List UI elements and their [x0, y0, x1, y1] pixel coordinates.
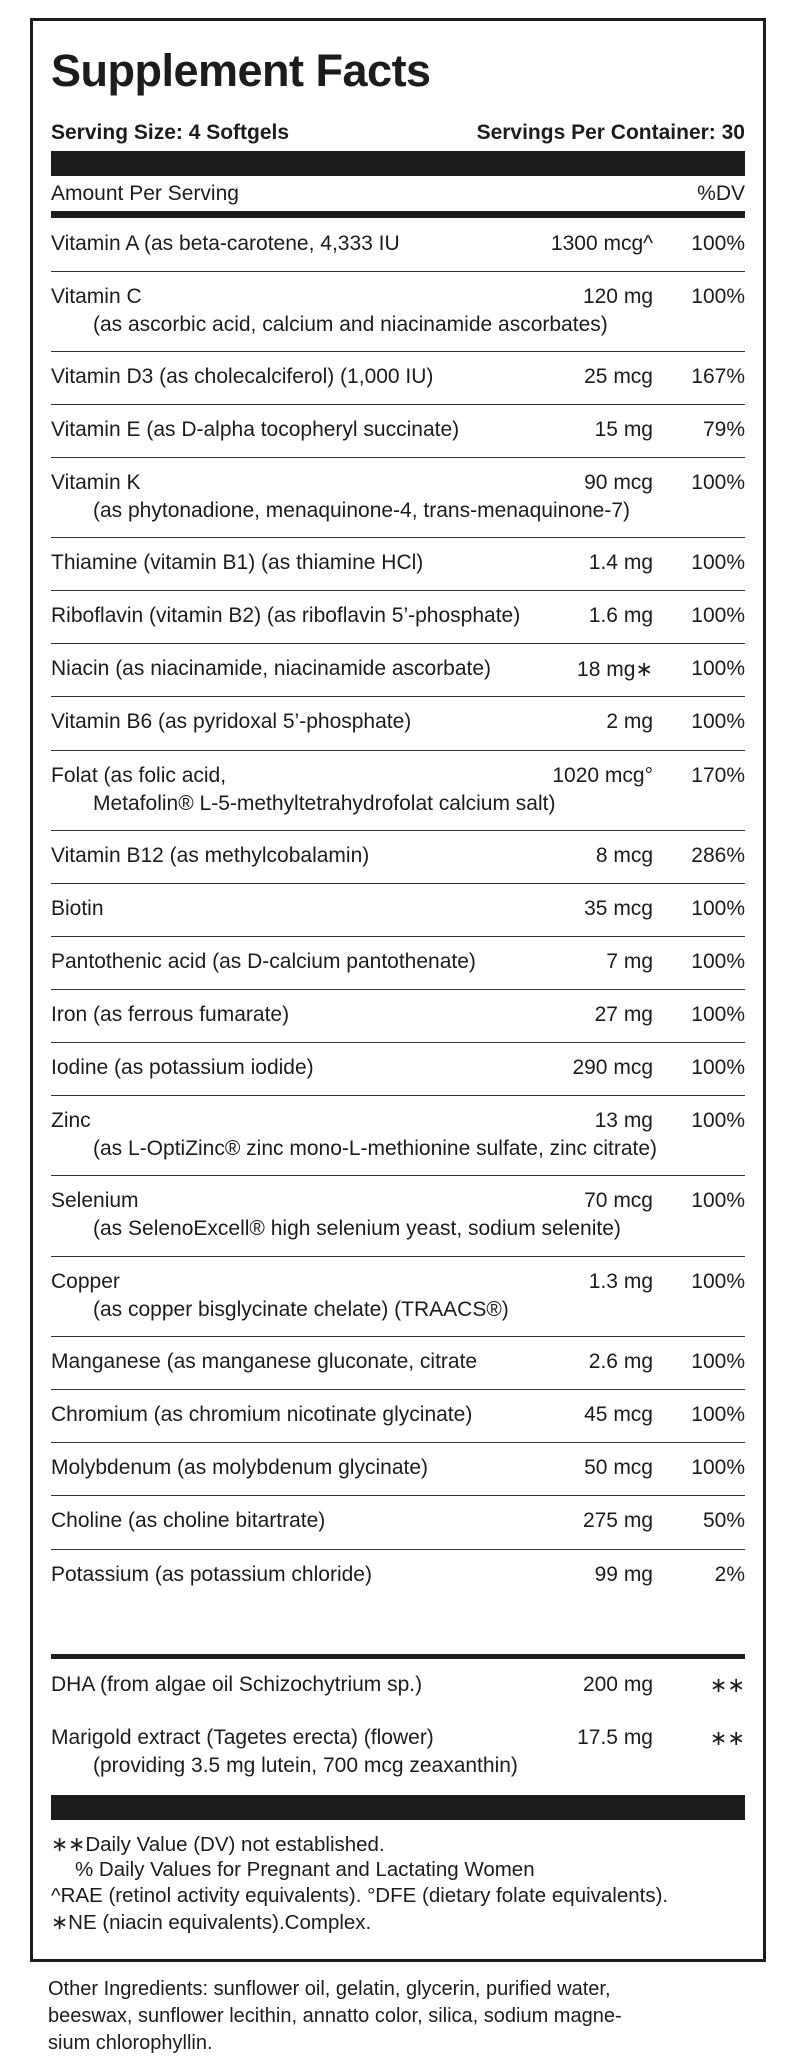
- nutrient-name: Selenium: [51, 1189, 139, 1212]
- nutrient-dv: 100%: [691, 1056, 745, 1079]
- nutrient-row: [51, 883, 745, 937]
- nutrient-row: [51, 1442, 745, 1496]
- nutrient-amount: 25 mcg: [584, 365, 653, 388]
- nutrient-amount: 275 mg: [582, 1509, 653, 1532]
- nutrient-amount: 1.3 mg: [588, 1270, 653, 1293]
- nutrient-name: Vitamin C: [51, 285, 142, 308]
- nutrient-dv: 79%: [702, 418, 745, 441]
- nutrient-amount: 120 mg: [582, 285, 653, 308]
- nutrient-dv: 100%: [691, 1109, 745, 1132]
- other-nutrient-name: Marigold extract (Tagetes erecta) (flower): [51, 1726, 434, 1749]
- nutrient-amount: 45 mcg: [584, 1403, 653, 1426]
- nutrient-row: [51, 1389, 745, 1443]
- nutrient-dv: 100%: [691, 604, 745, 627]
- nutrient-name: Chromium (as chromium nicotinate glycinate): [51, 1403, 473, 1426]
- nutrient-amount: 70 mcg: [584, 1189, 653, 1212]
- footnote-rae-dfe: ^RAE (retinol activity equivalents). °DFE (dietary folate equivalents).: [51, 1884, 669, 1907]
- other-ingredients-line-2: beeswax, sunflower lecithin, annatto color, silica, sodium magne-: [48, 2005, 622, 2027]
- other-nutrient-name: DHA (from algae oil Schizochytrium sp.): [51, 1673, 423, 1696]
- nutrient-dv: 100%: [691, 710, 745, 733]
- nutrient-name: Vitamin E (as D-alpha tocopheryl succinate): [51, 418, 460, 441]
- nutrient-name: Potassium (as potassium chloride): [51, 1563, 372, 1586]
- nutrient-row: [51, 1095, 745, 1176]
- nutrient-source: (as ascorbic acid, calcium and niacinamide ascorbates): [93, 313, 608, 336]
- nutrient-amount: 1.6 mg: [588, 604, 653, 627]
- nutrient-source: (as copper bisglycinate chelate) (TRAACS®): [93, 1298, 509, 1321]
- nutrient-name: Vitamin B12 (as methylcobalamin): [51, 844, 370, 867]
- amount-per-serving-label: Amount Per Serving: [51, 182, 239, 205]
- nutrient-amount: 2 mg: [606, 710, 653, 733]
- nutrient-row: [51, 1336, 745, 1390]
- other-nutrient-amount: 200 mg: [582, 1673, 653, 1696]
- nutrient-name: Choline (as choline bitartrate): [51, 1509, 326, 1532]
- nutrient-amount: 50 mcg: [584, 1456, 653, 1479]
- other-ingredients-line-1: Other Ingredients: sunflower oil, gelatin, glycerin, purified water,: [48, 1978, 611, 2000]
- nutrient-dv: 100%: [691, 1189, 745, 1212]
- other-nutrient-row: [51, 1712, 745, 1792]
- nutrient-amount: 15 mg: [594, 418, 653, 441]
- nutrient-amount: 1300 mcg^: [550, 232, 653, 255]
- other-ingredients-line-3: sium chlorophyllin.: [48, 2032, 213, 2054]
- supplement-facts-panel: [30, 18, 766, 1962]
- nutrient-dv: 100%: [691, 1270, 745, 1293]
- nutrient-amount: 13 mg: [594, 1109, 653, 1132]
- nutrient-amount: 99 mg: [594, 1563, 653, 1586]
- nutrient-amount: 35 mcg: [584, 897, 653, 920]
- nutrient-amount: 1020 mcg°: [552, 764, 653, 787]
- nutrient-dv: 100%: [691, 657, 745, 680]
- footer-divider-bar: [51, 1795, 745, 1820]
- nutrient-dv: 100%: [691, 1403, 745, 1426]
- other-nutrient-dv: ∗∗: [709, 1727, 745, 1750]
- top-divider-bar: [51, 151, 745, 176]
- nutrient-row: [51, 830, 745, 884]
- footnote-ne: ∗NE (niacin equivalents).Complex.: [51, 1911, 372, 1934]
- nutrient-source: (as phytonadione, menaquinone-4, trans-menaquinone-7): [93, 499, 631, 522]
- nutrient-name: Riboflavin (vitamin B2) (as riboflavin 5’-phosphate): [51, 604, 521, 627]
- nutrient-dv: 100%: [691, 551, 745, 574]
- nutrient-row: [51, 457, 745, 538]
- nutrient-dv: 100%: [691, 897, 745, 920]
- panel-title: Supplement Facts: [51, 45, 431, 96]
- nutrient-name: Manganese (as manganese gluconate, citrate: [51, 1350, 478, 1373]
- nutrient-source: (as SelenoExcell® high selenium yeast, sodium selenite): [93, 1217, 621, 1240]
- other-nutrient-amount: 17.5 mg: [577, 1726, 653, 1749]
- nutrient-row: [51, 936, 745, 990]
- nutrient-row: [51, 1256, 745, 1337]
- nutrient-row: [51, 218, 745, 272]
- nutrient-amount: 7 mg: [606, 950, 653, 973]
- nutrient-row: [51, 1495, 745, 1550]
- nutrient-name: Vitamin A (as beta-carotene, 4,333 IU: [51, 232, 400, 255]
- nutrient-row: [51, 537, 745, 591]
- nutrient-amount: 90 mcg: [584, 471, 653, 494]
- nutrient-amount: 8 mcg: [595, 844, 653, 867]
- nutrient-name: Zinc: [51, 1109, 91, 1132]
- nutrient-row: [51, 1175, 745, 1257]
- nutrient-name: Vitamin B6 (as pyridoxal 5’-phosphate): [51, 710, 412, 733]
- nutrient-name: Copper: [51, 1270, 120, 1293]
- other-nutrient-source: (providing 3.5 mg lutein, 700 mcg zeaxanthin): [93, 1754, 518, 1777]
- nutrient-row: [51, 590, 745, 644]
- nutrient-source: (as L-OptiZinc® zinc mono-L-methionine sulfate, zinc citrate): [93, 1137, 658, 1160]
- nutrient-dv: 100%: [691, 232, 745, 255]
- nutrient-row: [51, 750, 745, 831]
- nutrient-dv: 100%: [691, 1350, 745, 1373]
- nutrient-amount: 290 mcg: [572, 1056, 653, 1079]
- nutrient-name: Iodine (as potassium iodide): [51, 1056, 314, 1079]
- nutrient-dv: 100%: [691, 1003, 745, 1026]
- nutrient-dv: 2%: [714, 1563, 745, 1586]
- nutrient-dv: 100%: [691, 285, 745, 308]
- nutrient-dv: 100%: [691, 1456, 745, 1479]
- nutrient-row: [51, 404, 745, 458]
- nutrient-row: [51, 989, 745, 1043]
- footnote-pregnant-lactating: % Daily Values for Pregnant and Lactating Women: [75, 1858, 535, 1881]
- servings-per-container: Servings Per Container: 30: [476, 121, 745, 144]
- nutrient-amount: 1.4 mg: [588, 551, 653, 574]
- nutrient-row: [51, 1042, 745, 1096]
- nutrient-name: Niacin (as niacinamide, niacinamide ascorbate): [51, 657, 492, 680]
- nutrient-row: [51, 696, 745, 751]
- nutrient-dv: 286%: [691, 844, 745, 867]
- serving-size: Serving Size: 4 Softgels: [51, 121, 290, 144]
- nutrient-amount: 27 mg: [594, 1003, 653, 1026]
- nutrient-name: Vitamin D3 (as cholecalciferol) (1,000 IU): [51, 365, 434, 388]
- nutrient-row: [51, 643, 745, 697]
- nutrient-name: Biotin: [51, 897, 104, 920]
- nutrient-dv: 100%: [691, 950, 745, 973]
- nutrient-name: Iron (as ferrous fumarate): [51, 1003, 290, 1026]
- other-nutrient-row: [51, 1659, 745, 1712]
- nutrient-amount: 2.6 mg: [588, 1350, 653, 1373]
- nutrient-row: [51, 1549, 745, 1602]
- dv-header: %DV: [697, 182, 745, 205]
- nutrient-source: Metafolin® L-5-methyltetrahydrofolat calcium salt): [93, 792, 556, 815]
- other-nutrient-dv: ∗∗: [709, 1674, 745, 1697]
- nutrient-name: Molybdenum (as molybdenum glycinate): [51, 1456, 429, 1479]
- nutrient-amount: 18 mg∗: [577, 658, 653, 681]
- nutrient-name: Vitamin K: [51, 471, 141, 494]
- nutrient-name: Pantothenic acid (as D-calcium pantothenate): [51, 950, 476, 973]
- nutrient-dv: 167%: [691, 365, 745, 388]
- nutrient-name: Thiamine (vitamin B1) (as thiamine HCl): [51, 551, 424, 574]
- footnote-dv-not-established: ∗∗Daily Value (DV) not established.: [51, 1833, 385, 1856]
- nutrient-row: [51, 271, 745, 352]
- nutrient-dv: 170%: [691, 764, 745, 787]
- nutrient-dv: 50%: [702, 1509, 745, 1532]
- nutrient-dv: 100%: [691, 471, 745, 494]
- header-divider-bar: [51, 211, 745, 218]
- nutrient-name: Folat (as folic acid,: [51, 764, 227, 787]
- nutrient-row: [51, 351, 745, 405]
